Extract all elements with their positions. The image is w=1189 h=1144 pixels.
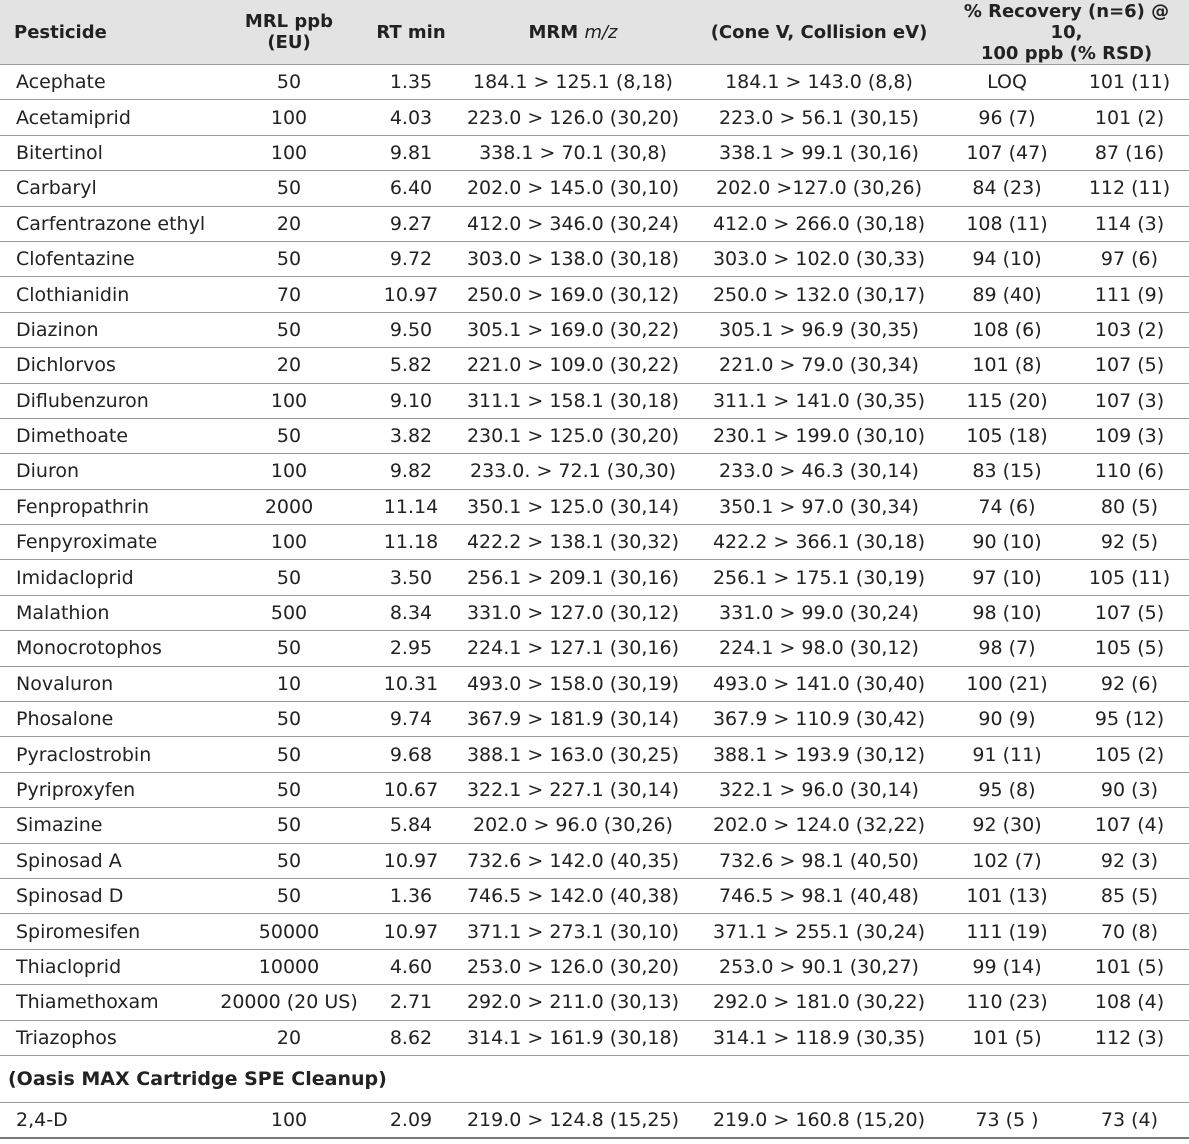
cell-rt: 4.60 <box>370 949 452 984</box>
cell-recovery-100ppb: 105 (5) <box>1070 631 1189 666</box>
table-row <box>0 312 1189 347</box>
cell-mrm-transition-2: 331.0 > 99.0 (30,24) <box>694 595 944 630</box>
cell-mrm-transition-2: 230.1 > 199.0 (30,10) <box>694 418 944 453</box>
cell-mrm-transition-2: 303.0 > 102.0 (30,33) <box>694 241 944 276</box>
table-row <box>0 171 1189 206</box>
cell-rt: 10.67 <box>370 772 452 807</box>
cell-recovery-100ppb: 107 (4) <box>1070 808 1189 843</box>
cell-recovery-10ppb: 98 (7) <box>944 631 1070 666</box>
cell-mrm-transition-1: 230.1 > 125.0 (30,20) <box>452 418 694 453</box>
table-row <box>0 702 1189 737</box>
header-pesticide: Pesticide <box>0 0 208 65</box>
cell-mrl: 100 <box>208 383 370 418</box>
cell-mrl: 50 <box>208 631 370 666</box>
cell-rt: 10.97 <box>370 277 452 312</box>
cell-recovery-10ppb: 111 (19) <box>944 914 1070 949</box>
cell-recovery-10ppb: 110 (23) <box>944 985 1070 1020</box>
table-row <box>0 489 1189 524</box>
section-title: (Oasis MAX Cartridge SPE Cleanup) <box>0 1055 1189 1102</box>
cell-pesticide: Pyraclostrobin <box>0 737 208 772</box>
header-rt: RT min <box>370 0 452 65</box>
table-row <box>0 206 1189 241</box>
cell-mrl: 10 <box>208 666 370 701</box>
cell-rt: 9.81 <box>370 135 452 170</box>
header-cone-collision: (Cone V, Collision eV) <box>694 0 944 65</box>
cell-pesticide: Spinosad A <box>0 843 208 878</box>
table-row <box>0 985 1189 1020</box>
cell-recovery-10ppb: 84 (23) <box>944 171 1070 206</box>
cell-mrm-transition-1: 253.0 > 126.0 (30,20) <box>452 949 694 984</box>
cell-recovery-100ppb: 114 (3) <box>1070 206 1189 241</box>
cell-recovery-100ppb: 107 (3) <box>1070 383 1189 418</box>
cell-rt: 8.62 <box>370 1020 452 1055</box>
cell-recovery-10ppb: 92 (30) <box>944 808 1070 843</box>
cell-mrm-transition-1: 338.1 > 70.1 (30,8) <box>452 135 694 170</box>
cell-recovery-100ppb: 101 (5) <box>1070 949 1189 984</box>
cell-mrm-transition-2: 305.1 > 96.9 (30,35) <box>694 312 944 347</box>
cell-rt: 11.14 <box>370 489 452 524</box>
cell-mrm-transition-2: 292.0 > 181.0 (30,22) <box>694 985 944 1020</box>
cell-rt: 2.71 <box>370 985 452 1020</box>
header-recovery: % Recovery (n=6) @ 10, 100 ppb (% RSD) <box>944 0 1189 65</box>
cell-rt: 9.50 <box>370 312 452 347</box>
table-row <box>0 135 1189 170</box>
cell-mrm-transition-1: 221.0 > 109.0 (30,22) <box>452 348 694 383</box>
cell-recovery-10ppb: 90 (10) <box>944 525 1070 560</box>
cell-recovery-100ppb: 111 (9) <box>1070 277 1189 312</box>
cell-rt: 11.18 <box>370 525 452 560</box>
cell-recovery-100ppb: 107 (5) <box>1070 595 1189 630</box>
cell-mrm-transition-1: 184.1 > 125.1 (8,18) <box>452 65 694 100</box>
cell-mrm-transition-2: 314.1 > 118.9 (30,35) <box>694 1020 944 1055</box>
cell-pesticide: Fenpyroximate <box>0 525 208 560</box>
cell-recovery-100ppb: 105 (11) <box>1070 560 1189 595</box>
cell-pesticide: Monocrotophos <box>0 631 208 666</box>
cell-mrm-transition-2: 219.0 > 160.8 (15,20) <box>694 1102 944 1138</box>
cell-mrm-transition-1: 256.1 > 209.1 (30,16) <box>452 560 694 595</box>
cell-mrl: 20 <box>208 348 370 383</box>
cell-mrm-transition-1: 493.0 > 158.0 (30,19) <box>452 666 694 701</box>
cell-recovery-100ppb: 101 (2) <box>1070 100 1189 135</box>
table-row <box>0 241 1189 276</box>
cell-rt: 1.35 <box>370 65 452 100</box>
cell-mrm-transition-2: 221.0 > 79.0 (30,34) <box>694 348 944 383</box>
cell-rt: 5.84 <box>370 808 452 843</box>
cell-mrl: 50 <box>208 418 370 453</box>
cell-mrl: 50 <box>208 241 370 276</box>
cell-mrl: 50 <box>208 808 370 843</box>
table-row <box>0 595 1189 630</box>
cell-mrm-transition-1: 331.0 > 127.0 (30,12) <box>452 595 694 630</box>
cell-pesticide: Imidacloprid <box>0 560 208 595</box>
cell-mrm-transition-2: 412.0 > 266.0 (30,18) <box>694 206 944 241</box>
cell-mrm-transition-1: 367.9 > 181.9 (30,14) <box>452 702 694 737</box>
cell-mrm-transition-1: 311.1 > 158.1 (30,18) <box>452 383 694 418</box>
table-row <box>0 878 1189 913</box>
cell-pesticide: Diflubenzuron <box>0 383 208 418</box>
cell-recovery-10ppb: 101 (13) <box>944 878 1070 913</box>
cell-recovery-10ppb: 108 (6) <box>944 312 1070 347</box>
cell-mrl: 50 <box>208 702 370 737</box>
cell-recovery-100ppb: 101 (11) <box>1070 65 1189 100</box>
cell-pesticide: Triazophos <box>0 1020 208 1055</box>
cell-recovery-100ppb: 95 (12) <box>1070 702 1189 737</box>
cell-rt: 9.82 <box>370 454 452 489</box>
cell-pesticide: Clofentazine <box>0 241 208 276</box>
cell-recovery-100ppb: 107 (5) <box>1070 348 1189 383</box>
cell-recovery-10ppb: 115 (20) <box>944 383 1070 418</box>
cell-recovery-10ppb: 101 (8) <box>944 348 1070 383</box>
cell-rt: 9.10 <box>370 383 452 418</box>
cell-pesticide: Spinosad D <box>0 878 208 913</box>
header-mrl: MRL ppb (EU) <box>208 0 370 65</box>
cell-rt: 5.82 <box>370 348 452 383</box>
cell-mrm-transition-1: 388.1 > 163.0 (30,25) <box>452 737 694 772</box>
cell-mrl: 50 <box>208 312 370 347</box>
cell-mrm-transition-2: 388.1 > 193.9 (30,12) <box>694 737 944 772</box>
cell-rt: 4.03 <box>370 100 452 135</box>
table-row <box>0 737 1189 772</box>
table-row <box>0 348 1189 383</box>
table-row <box>0 277 1189 312</box>
cell-mrm-transition-1: 412.0 > 346.0 (30,24) <box>452 206 694 241</box>
cell-mrm-transition-2: 253.0 > 90.1 (30,27) <box>694 949 944 984</box>
cell-mrm-transition-1: 350.1 > 125.0 (30,14) <box>452 489 694 524</box>
cell-pesticide: Pyriproxyfen <box>0 772 208 807</box>
cell-pesticide: Diuron <box>0 454 208 489</box>
section-row <box>0 1055 1189 1102</box>
table-row <box>0 1102 1189 1138</box>
cell-recovery-10ppb: 97 (10) <box>944 560 1070 595</box>
cell-mrm-transition-1: 746.5 > 142.0 (40,38) <box>452 878 694 913</box>
cell-mrm-transition-1: 219.0 > 124.8 (15,25) <box>452 1102 694 1138</box>
cell-mrl: 100 <box>208 135 370 170</box>
cell-mrm-transition-1: 224.1 > 127.1 (30,16) <box>452 631 694 666</box>
cell-mrm-transition-2: 311.1 > 141.0 (30,35) <box>694 383 944 418</box>
cell-recovery-10ppb: 90 (9) <box>944 702 1070 737</box>
cell-recovery-10ppb: 107 (47) <box>944 135 1070 170</box>
cell-recovery-10ppb: 102 (7) <box>944 843 1070 878</box>
cell-mrm-transition-2: 202.0 >127.0 (30,26) <box>694 171 944 206</box>
header-row <box>0 0 1189 65</box>
cell-mrm-transition-1: 292.0 > 211.0 (30,13) <box>452 985 694 1020</box>
cell-recovery-10ppb: 98 (10) <box>944 595 1070 630</box>
cell-recovery-10ppb: 91 (11) <box>944 737 1070 772</box>
cell-rt: 2.95 <box>370 631 452 666</box>
cell-mrm-transition-1: 422.2 > 138.1 (30,32) <box>452 525 694 560</box>
cell-pesticide: Thiacloprid <box>0 949 208 984</box>
cell-pesticide: Dimethoate <box>0 418 208 453</box>
cell-pesticide: Dichlorvos <box>0 348 208 383</box>
table-row <box>0 1020 1189 1055</box>
cell-mrm-transition-2: 732.6 > 98.1 (40,50) <box>694 843 944 878</box>
cell-recovery-100ppb: 92 (6) <box>1070 666 1189 701</box>
cell-recovery-100ppb: 80 (5) <box>1070 489 1189 524</box>
cell-mrm-transition-1: 732.6 > 142.0 (40,35) <box>452 843 694 878</box>
table-row <box>0 843 1189 878</box>
cell-recovery-10ppb: 99 (14) <box>944 949 1070 984</box>
table-row <box>0 383 1189 418</box>
cell-mrm-transition-2: 746.5 > 98.1 (40,48) <box>694 878 944 913</box>
cell-mrl: 20 <box>208 206 370 241</box>
cell-mrm-transition-1: 202.0 > 96.0 (30,26) <box>452 808 694 843</box>
cell-mrm-transition-2: 493.0 > 141.0 (30,40) <box>694 666 944 701</box>
cell-mrm-transition-2: 338.1 > 99.1 (30,16) <box>694 135 944 170</box>
cell-recovery-10ppb: 74 (6) <box>944 489 1070 524</box>
cell-pesticide: Thiamethoxam <box>0 985 208 1020</box>
cell-mrm-transition-2: 233.0 > 46.3 (30,14) <box>694 454 944 489</box>
cell-recovery-100ppb: 85 (5) <box>1070 878 1189 913</box>
table-row <box>0 666 1189 701</box>
cell-mrl: 50000 <box>208 914 370 949</box>
cell-mrm-transition-1: 223.0 > 126.0 (30,20) <box>452 100 694 135</box>
cell-recovery-10ppb: 95 (8) <box>944 772 1070 807</box>
cell-rt: 3.50 <box>370 560 452 595</box>
cell-mrl: 70 <box>208 277 370 312</box>
table-row <box>0 418 1189 453</box>
cell-mrl: 50 <box>208 878 370 913</box>
cell-pesticide: Diazinon <box>0 312 208 347</box>
cell-rt: 3.82 <box>370 418 452 453</box>
cell-mrl: 20 <box>208 1020 370 1055</box>
cell-rt: 2.09 <box>370 1102 452 1138</box>
cell-mrm-transition-1: 314.1 > 161.9 (30,18) <box>452 1020 694 1055</box>
cell-mrl: 50 <box>208 560 370 595</box>
cell-recovery-100ppb: 110 (6) <box>1070 454 1189 489</box>
cell-recovery-100ppb: 105 (2) <box>1070 737 1189 772</box>
cell-rt: 10.31 <box>370 666 452 701</box>
cell-mrm-transition-1: 202.0 > 145.0 (30,10) <box>452 171 694 206</box>
table-row <box>0 914 1189 949</box>
cell-mrm-transition-2: 256.1 > 175.1 (30,19) <box>694 560 944 595</box>
cell-mrm-transition-1: 322.1 > 227.1 (30,14) <box>452 772 694 807</box>
cell-mrm-transition-2: 367.9 > 110.9 (30,42) <box>694 702 944 737</box>
cell-pesticide: Acephate <box>0 65 208 100</box>
table-row <box>0 631 1189 666</box>
cell-mrl: 100 <box>208 1102 370 1138</box>
cell-rt: 8.34 <box>370 595 452 630</box>
table-row <box>0 772 1189 807</box>
cell-mrm-transition-2: 250.0 > 132.0 (30,17) <box>694 277 944 312</box>
cell-mrm-transition-2: 224.1 > 98.0 (30,12) <box>694 631 944 666</box>
cell-rt: 1.36 <box>370 878 452 913</box>
cell-mrm-transition-2: 202.0 > 124.0 (32,22) <box>694 808 944 843</box>
cell-rt: 9.72 <box>370 241 452 276</box>
table-row <box>0 65 1189 100</box>
cell-recovery-10ppb: LOQ <box>944 65 1070 100</box>
cell-mrm-transition-1: 305.1 > 169.0 (30,22) <box>452 312 694 347</box>
cell-recovery-100ppb: 97 (6) <box>1070 241 1189 276</box>
cell-rt: 10.97 <box>370 843 452 878</box>
cell-recovery-100ppb: 112 (11) <box>1070 171 1189 206</box>
cell-recovery-100ppb: 87 (16) <box>1070 135 1189 170</box>
cell-pesticide: Fenpropathrin <box>0 489 208 524</box>
cell-rt: 9.74 <box>370 702 452 737</box>
cell-recovery-100ppb: 70 (8) <box>1070 914 1189 949</box>
cell-recovery-100ppb: 92 (3) <box>1070 843 1189 878</box>
cell-recovery-100ppb: 108 (4) <box>1070 985 1189 1020</box>
cell-pesticide: Spiromesifen <box>0 914 208 949</box>
table-row <box>0 525 1189 560</box>
cell-mrm-transition-2: 371.1 > 255.1 (30,24) <box>694 914 944 949</box>
cell-mrm-transition-2: 184.1 > 143.0 (8,8) <box>694 65 944 100</box>
cell-rt: 10.97 <box>370 914 452 949</box>
table-body <box>0 65 1189 1139</box>
cell-pesticide: Novaluron <box>0 666 208 701</box>
cell-pesticide: Clothianidin <box>0 277 208 312</box>
cell-recovery-10ppb: 89 (40) <box>944 277 1070 312</box>
header-mrm: MRM m/z <box>452 0 694 65</box>
cell-mrm-transition-1: 303.0 > 138.0 (30,18) <box>452 241 694 276</box>
cell-recovery-10ppb: 101 (5) <box>944 1020 1070 1055</box>
cell-pesticide: Acetamiprid <box>0 100 208 135</box>
cell-mrl: 50 <box>208 737 370 772</box>
cell-mrm-transition-2: 322.1 > 96.0 (30,14) <box>694 772 944 807</box>
cell-recovery-10ppb: 96 (7) <box>944 100 1070 135</box>
cell-mrl: 500 <box>208 595 370 630</box>
cell-rt: 6.40 <box>370 171 452 206</box>
cell-mrl: 50 <box>208 65 370 100</box>
cell-recovery-100ppb: 112 (3) <box>1070 1020 1189 1055</box>
cell-mrm-transition-2: 223.0 > 56.1 (30,15) <box>694 100 944 135</box>
cell-mrl: 10000 <box>208 949 370 984</box>
cell-rt: 9.27 <box>370 206 452 241</box>
cell-recovery-100ppb: 92 (5) <box>1070 525 1189 560</box>
cell-mrm-transition-2: 350.1 > 97.0 (30,34) <box>694 489 944 524</box>
cell-recovery-100ppb: 103 (2) <box>1070 312 1189 347</box>
cell-mrl: 100 <box>208 454 370 489</box>
cell-rt: 9.68 <box>370 737 452 772</box>
cell-mrm-transition-1: 233.0. > 72.1 (30,30) <box>452 454 694 489</box>
cell-pesticide: Carfentrazone ethyl <box>0 206 208 241</box>
cell-recovery-10ppb: 73 (5 ) <box>944 1102 1070 1138</box>
cell-pesticide: Malathion <box>0 595 208 630</box>
cell-pesticide: 2,4-D <box>0 1102 208 1138</box>
cell-mrl: 100 <box>208 525 370 560</box>
cell-recovery-100ppb: 109 (3) <box>1070 418 1189 453</box>
cell-mrl: 50 <box>208 843 370 878</box>
cell-recovery-10ppb: 100 (21) <box>944 666 1070 701</box>
cell-recovery-100ppb: 90 (3) <box>1070 772 1189 807</box>
cell-recovery-100ppb: 73 (4) <box>1070 1102 1189 1138</box>
cell-mrl: 50 <box>208 772 370 807</box>
cell-mrl: 20000 (20 US) <box>208 985 370 1020</box>
cell-recovery-10ppb: 108 (11) <box>944 206 1070 241</box>
cell-recovery-10ppb: 105 (18) <box>944 418 1070 453</box>
table-row <box>0 100 1189 135</box>
cell-mrl: 100 <box>208 100 370 135</box>
cell-mrm-transition-1: 371.1 > 273.1 (30,10) <box>452 914 694 949</box>
table-row <box>0 949 1189 984</box>
table-row <box>0 454 1189 489</box>
cell-mrl: 50 <box>208 171 370 206</box>
cell-recovery-10ppb: 83 (15) <box>944 454 1070 489</box>
table-row <box>0 560 1189 595</box>
cell-pesticide: Carbaryl <box>0 171 208 206</box>
cell-pesticide: Bitertinol <box>0 135 208 170</box>
cell-mrm-transition-1: 250.0 > 169.0 (30,12) <box>452 277 694 312</box>
cell-mrl: 2000 <box>208 489 370 524</box>
cell-recovery-10ppb: 94 (10) <box>944 241 1070 276</box>
table-row <box>0 808 1189 843</box>
cell-pesticide: Phosalone <box>0 702 208 737</box>
cell-pesticide: Simazine <box>0 808 208 843</box>
cell-mrm-transition-2: 422.2 > 366.1 (30,18) <box>694 525 944 560</box>
